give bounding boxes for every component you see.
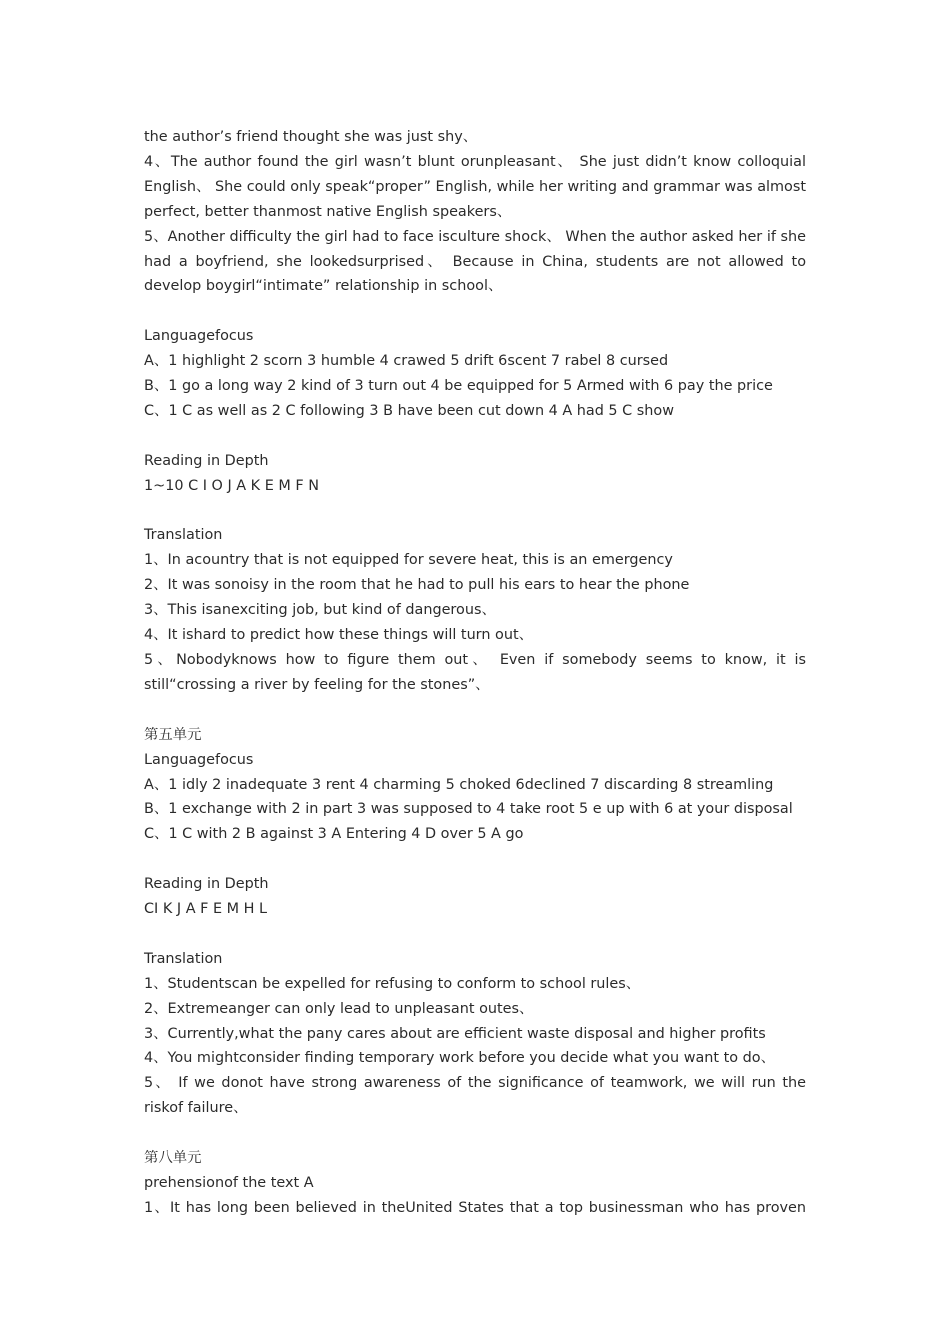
- spacer: [144, 698, 806, 723]
- text-line: perfect, better thanmost native English speakers、: [144, 203, 512, 220]
- translation-line: 5、Nobodyknows how to figure them out、 Even if somebody seems to know, it is: [144, 651, 806, 668]
- unit-heading: 第五单元: [144, 726, 202, 743]
- section-heading: prehensionof the text A: [144, 1174, 314, 1191]
- text-line: had a boyfriend, she lookedsurprised、 Because in China, students are not allowed to: [144, 253, 806, 270]
- answer-line: B、1 go a long way 2 kind of 3 turn out 4 be equipped for 5 Armed with 6 pay the price: [144, 378, 773, 395]
- answer-line: A、1 highlight 2 scorn 3 humble 4 crawed 5 drift 6scent 7 rabel 8 cursed: [144, 353, 669, 370]
- translation-line: riskof failure、: [144, 1100, 248, 1117]
- spacer: [144, 299, 806, 324]
- answer-line: B、1 exchange with 2 in part 3 was supposed to 4 take root 5 e up with 6 at your disposal: [144, 801, 793, 818]
- answer-line: A、1 idly 2 inadequate 3 rent 4 charming 5 choked 6declined 7 discarding 8 streamling: [144, 776, 774, 793]
- answer-line: CI K J A F E M H L: [144, 901, 268, 918]
- section-heading: Reading in Depth: [144, 876, 269, 893]
- text-line: 1、It has long been believed in theUnited States that a top businessman who has proven: [144, 1199, 806, 1216]
- document-page: [144, 125, 806, 1221]
- spacer: [144, 424, 806, 449]
- text-line: 4、The author found the girl wasn’t blunt orunpleasant、 She just didn’t know colloquial: [144, 153, 806, 170]
- answer-line: C、1 C with 2 B against 3 A Entering 4 D over 5 A go: [144, 826, 524, 843]
- translation-line: 4、You mightconsider finding temporary work before you decide what you want to do、: [144, 1050, 775, 1067]
- translation-line: 4、It ishard to predict how these things will turn out、: [144, 627, 534, 644]
- translation-line: 3、This isanexciting job, but kind of dangerous、: [144, 602, 496, 619]
- translation-line: 3、Currently,what the pany cares about are efficient waste disposal and higher profits: [144, 1025, 766, 1042]
- text-line: the author’s friend thought she was just shy、: [144, 129, 478, 145]
- section-heading: Reading in Depth: [144, 452, 269, 469]
- translation-line: 5、 If we donot have strong awareness of the significance of teamwork, we will run the: [144, 1075, 806, 1092]
- spacer: [144, 1121, 806, 1146]
- text-line: develop boygirl“intimate” relationship in school、: [144, 278, 503, 295]
- section-heading: Translation: [144, 527, 223, 544]
- answer-line: C、1 C as well as 2 C following 3 B have been cut down 4 A had 5 C show: [144, 402, 674, 419]
- spacer: [144, 922, 806, 947]
- translation-line: 2、It was sonoisy in the room that he had to pull his ears to hear the phone: [144, 577, 690, 594]
- translation-line: still“crossing a river by feeling for the stones”、: [144, 676, 490, 693]
- text-line: English、 She could only speak“proper” English, while her writing and grammar was almost: [144, 178, 806, 195]
- section-heading: Translation: [144, 950, 223, 967]
- translation-line: 1、In acountry that is not equipped for severe heat, this is an emergency: [144, 552, 673, 569]
- text-line: 5、Another difficulty the girl had to face isculture shock、 When the author asked her if she: [144, 228, 806, 245]
- translation-line: 1、Studentscan be expelled for refusing to conform to school rules、: [144, 975, 641, 992]
- section-heading: Languagefocus: [144, 328, 254, 345]
- translation-line: 2、Extremeanger can only lead to unpleasant outes、: [144, 1000, 534, 1017]
- spacer: [144, 847, 806, 872]
- unit-heading: 第八单元: [144, 1150, 202, 1167]
- section-heading: Languagefocus: [144, 751, 254, 768]
- spacer: [144, 499, 806, 524]
- answer-line: 1~10 C I O J A K E M F N: [144, 477, 319, 494]
